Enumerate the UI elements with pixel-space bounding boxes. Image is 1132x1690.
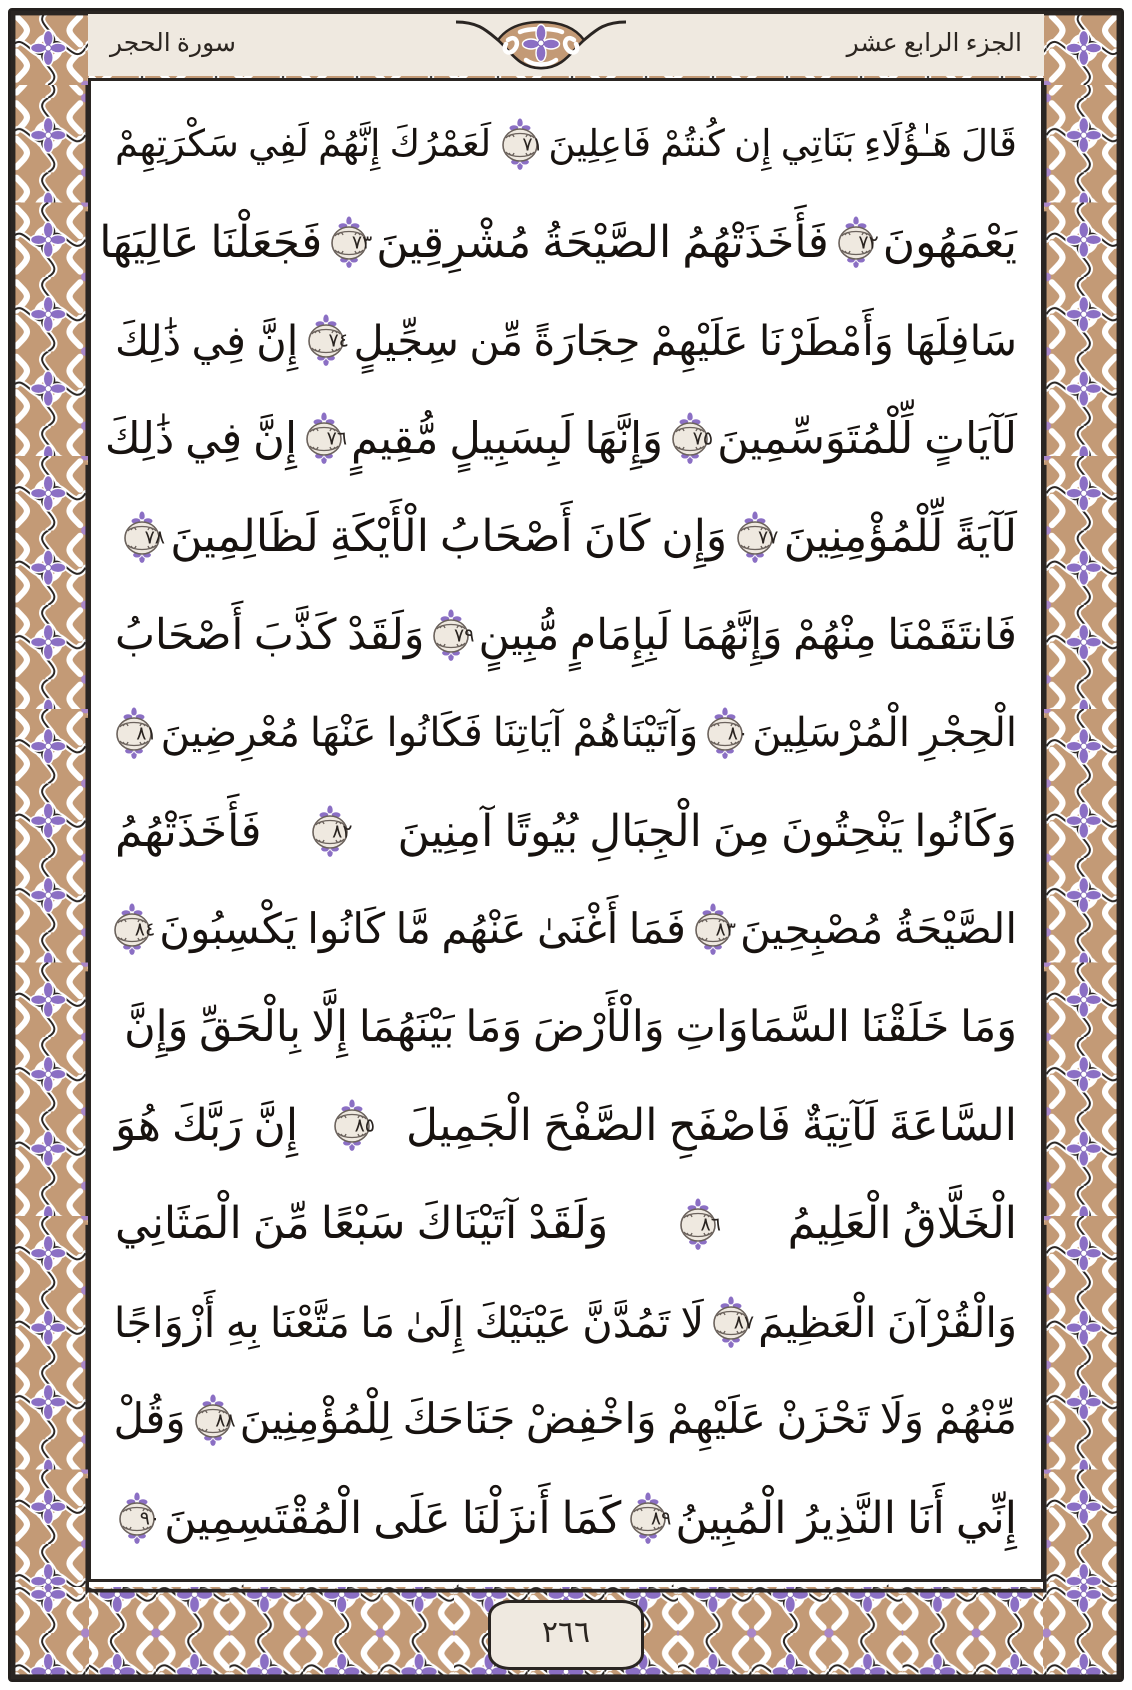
ayah-number-marker[interactable] — [625, 1492, 671, 1546]
page-number-cartouche — [488, 1600, 644, 1670]
ayah-text: فَأَخَذَتْهُمُ الصَّيْحَةُ مُشْرِقِينَ — [376, 217, 829, 267]
ayah-number-marker[interactable] — [428, 609, 474, 663]
ayah-text: فَجَعَلْنَا عَالِيَهَا — [99, 217, 323, 267]
ayah-number-marker[interactable] — [119, 511, 165, 565]
ayah-number: ٨٤ — [134, 919, 156, 941]
ayah-number-marker[interactable] — [301, 412, 347, 466]
ayah-line — [115, 984, 1017, 1072]
ayah-text: فَأَخَذَتْهُمُ — [115, 806, 262, 856]
ayah-line — [115, 788, 1017, 876]
ayah-number: ٧٩ — [454, 625, 475, 647]
ayah-text: وَلَقَدْ كَذَّبَ أَصْحَابُ — [115, 612, 425, 660]
ayah-number: ٨٣ — [715, 919, 736, 941]
ayah-number: ٨٠ — [727, 723, 749, 745]
juz-label: الجزء الرابع عشر — [846, 29, 1022, 57]
ayah-number-marker[interactable] — [111, 707, 157, 761]
ayah-number-marker[interactable] — [329, 1099, 375, 1153]
ayah-text: إِنَّ فِي ذَٰلِكَ — [115, 318, 299, 365]
ayah-line — [115, 690, 1017, 778]
ayah-number-marker[interactable] — [667, 412, 713, 466]
ayah-number-marker[interactable] — [326, 216, 372, 270]
ayah-number: ٨٦ — [700, 1214, 721, 1236]
ayah-number-marker[interactable] — [702, 707, 748, 761]
ayah-text: وَقُلْ — [113, 1397, 186, 1444]
ayah-number: ٨٨ — [215, 1410, 236, 1432]
ayah-text: سَافِلَهَا وَأَمْطَرْنَا عَلَيْهِمْ حِجَارَةً مِّن سِجِّيلٍ — [353, 318, 1017, 365]
ayah-number-marker[interactable] — [497, 118, 543, 172]
ayah-line — [115, 297, 1017, 385]
ayah-text: قَالَ هَـٰؤُلَاءِ بَنَاتِي إِن كُنتُمْ فَاعِلِينَ — [548, 124, 1017, 166]
ayah-line — [115, 1279, 1017, 1367]
ayah-number-marker[interactable] — [114, 1492, 160, 1546]
ayah-line — [115, 101, 1017, 189]
ayah-line — [115, 1475, 1017, 1563]
ayah-text: إِنَّ فِي ذَٰلِكَ — [104, 415, 298, 464]
ayah-number-marker[interactable] — [109, 903, 155, 957]
ayah-number: ٩٠ — [139, 1508, 161, 1530]
ayah-number: ٨٩ — [650, 1508, 672, 1530]
ayah-text: السَّاعَةَ لَآتِيَةٌ فَاصْفَحِ الصَّفْحَ الْجَمِيلَ — [405, 1100, 1017, 1150]
ayah-number-marker[interactable] — [307, 805, 353, 859]
ayah-number-marker[interactable] — [833, 216, 879, 270]
ayah-text: مِّنْهُمْ وَلَا تَحْزَنْ عَلَيْهِمْ وَاخْفِضْ جَنَاحَكَ لِلْمُؤْمِنِينَ — [239, 1397, 1017, 1444]
ayah-number: ٨١ — [136, 723, 157, 745]
ayah-text: فَمَا أَغْنَىٰ عَنْهُم مَّا كَانُوا يَكْسِبُونَ — [159, 906, 686, 953]
surah-label: سورة الحجر — [110, 29, 236, 57]
ayah-number: ٧٥ — [692, 429, 714, 451]
ayah-line — [115, 494, 1017, 582]
ayah-text: وَلَقَدْ آتَيْنَاكَ سَبْعًا مِّنَ الْمَثَانِي — [115, 1199, 609, 1249]
ayah-text: الْحِجْرِ الْمُرْسَلِينَ — [752, 710, 1017, 756]
ayah-number: ٧٣ — [351, 232, 373, 254]
ayah-line — [104, 395, 1017, 483]
ayah-text: يَعْمَهُونَ — [882, 217, 1017, 267]
ayah-text: وَآتَيْنَاهُمْ آيَاتِنَا فَكَانُوا عَنْهَا مُعْرِضِينَ — [160, 710, 699, 756]
ayah-text: لَآيَاتٍ لِّلْمُتَوَسِّمِينَ — [717, 415, 1017, 464]
ayah-number: ٨٧ — [733, 1312, 755, 1334]
ayah-number: ٧٧ — [757, 527, 779, 549]
ayah-text: كَمَا أَنزَلْنَا عَلَى الْمُقْتَسِمِينَ — [164, 1493, 622, 1543]
ayah-number-marker[interactable] — [303, 314, 349, 368]
ayah-number: ٧٨ — [144, 527, 166, 549]
ayah-line — [115, 1082, 1017, 1170]
ayah-number-marker[interactable] — [675, 1198, 721, 1252]
ayah-number: ٧٤ — [328, 330, 349, 352]
ayah-number: ٧٦ — [326, 429, 348, 451]
ayah-line — [115, 886, 1017, 974]
ayah-text: الْخَلَّاقُ الْعَلِيمُ — [787, 1199, 1017, 1249]
ayah-text: وَإِنَّهَا لَبِسَبِيلٍ مُّقِيمٍ — [351, 415, 664, 464]
page-number: ٢٦٦ — [541, 1616, 591, 1649]
ayah-line — [115, 1377, 1017, 1465]
ayah-text: فَانتَقَمْنَا مِنْهُمْ وَإِنَّهُمَا لَبِإِمَامٍ مُّبِينٍ — [478, 612, 1017, 660]
ayah-text: الصَّيْحَةُ مُصْبِحِينَ — [739, 906, 1017, 953]
text-block-frame — [88, 78, 1044, 1582]
ayah-text: وَمَا خَلَقْنَا السَّمَاوَاتِ وَالْأَرْضَ وَمَا بَيْنَهُمَا إِلَّا بِالْحَقِّ وَإِنَّ — [124, 1004, 1017, 1052]
ayah-text: إِنَّ رَبَّكَ هُوَ — [115, 1100, 299, 1150]
ayah-number: ٧١ — [522, 134, 543, 156]
ayah-text: وَكَانُوا يَنْحِتُونَ مِنَ الْجِبَالِ بُيُوتًا آمِنِينَ — [397, 806, 1017, 856]
page-header — [88, 14, 1044, 76]
ayah-number: ٨٥ — [354, 1116, 375, 1138]
ayah-number-marker[interactable] — [690, 903, 736, 957]
ayah-text: وَإِن كَانَ أَصْحَابُ الْأَيْكَةِ لَظَالِمِينَ — [170, 512, 728, 562]
ayah-number: ٨٢ — [332, 821, 353, 843]
ayah-line — [99, 199, 1017, 287]
ayah-text: لَا تَمُدَّنَّ عَيْنَيْكَ إِلَىٰ مَا مَتَّعْنَا بِهِ أَزْوَاجًا — [113, 1299, 705, 1346]
ayah-number: ٧٢ — [858, 232, 879, 254]
ayah-line — [115, 1181, 1017, 1269]
ayah-text: لَعَمْرُكَ إِنَّهُمْ لَفِي سَكْرَتِهِمْ — [115, 124, 492, 166]
ayah-number-marker[interactable] — [732, 511, 778, 565]
ayah-text: وَالْقُرْآنَ الْعَظِيمَ — [758, 1299, 1017, 1346]
ayah-text: لَآيَةً لِّلْمُؤْمِنِينَ — [783, 512, 1017, 562]
page-footer — [88, 1596, 1044, 1674]
ayah-number-marker[interactable] — [708, 1296, 754, 1350]
ayah-text: إِنِّي أَنَا النَّذِيرُ الْمُبِينُ — [675, 1493, 1017, 1543]
ayah-line — [115, 592, 1017, 680]
ayah-lines-container — [97, 87, 1035, 1573]
header-floral-ornament-icon — [456, 16, 626, 74]
ayah-number-marker[interactable] — [190, 1394, 236, 1448]
